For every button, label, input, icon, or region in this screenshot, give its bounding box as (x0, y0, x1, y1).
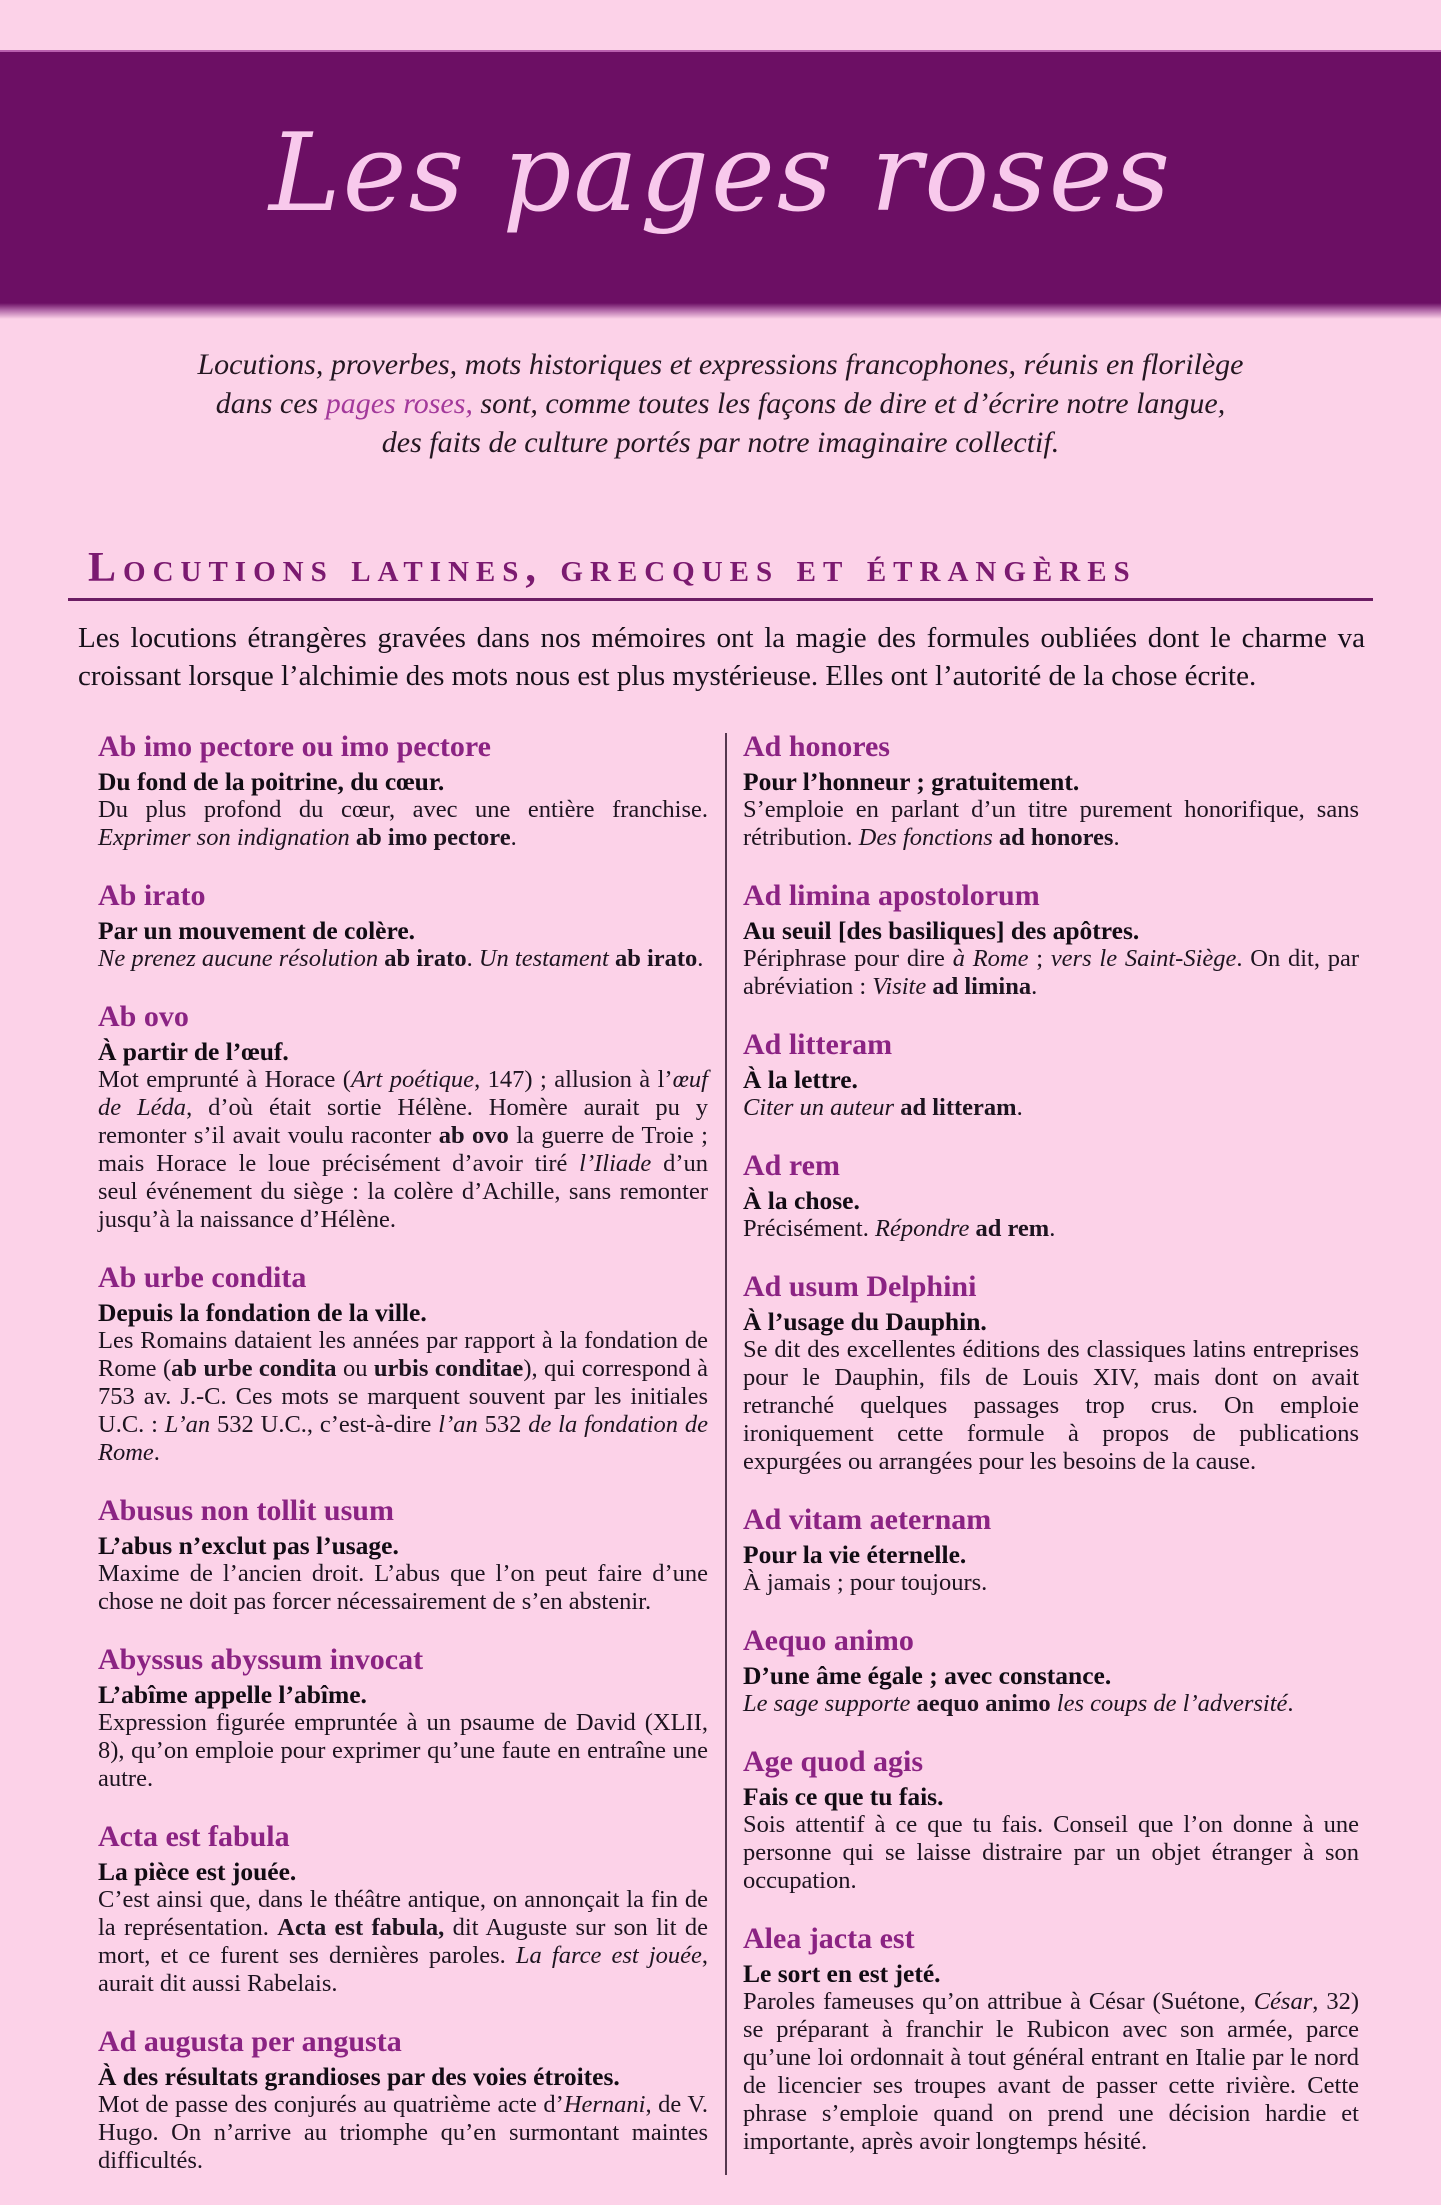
entry-body (98, 1886, 708, 1998)
text-run: de la fondation de Rome (98, 1411, 708, 1466)
entry (98, 1493, 708, 1616)
left-column (98, 729, 708, 2175)
text-run: œuf de Léda (98, 1066, 708, 1121)
text-run: Locutions, proverbes, mots historiques et expressions francophones, réunis en florilège (197, 348, 1244, 381)
text-run: . (1016, 1094, 1023, 1121)
text-run: vers le Saint-Siège (1050, 945, 1237, 972)
text-run: . On dit, par abréviation : (743, 945, 1360, 1000)
text-run: Se dit des excellentes éditions des classiques latins entreprises pour le Dauphin, fils de Louis XIV, mais dont on avait retranché quelques passages trop crus. On emploie ironiquement cette formule à propos de publications expurgées ou arrangées pour les besoins de la cause. (743, 1336, 1359, 1475)
text-run: l’Iliade (579, 1150, 652, 1177)
text-run: Hernani (563, 2091, 646, 2118)
text-run: . (1049, 1215, 1056, 1242)
text-run: 532 U.C., c’est-à-dire (210, 1411, 439, 1438)
text-run: Paroles fameuses qu’on attribue à César (Suétone, (743, 1988, 1254, 2015)
section-heading-rule (68, 598, 1373, 601)
entry-definition (98, 1531, 708, 1560)
text-run: César (1253, 1988, 1313, 2015)
entry-body (743, 1690, 1359, 1718)
entry-headword: Ab imo pectore ou imo pectore (98, 730, 491, 763)
intro-line (0, 345, 1441, 384)
entry (743, 878, 1359, 1001)
text-run: . (1287, 1690, 1294, 1717)
text-run: Expression figurée empruntée à un psaume de David (XLII, 8), qu’on emploie pour exprimer qu’une faute en entraîne une autre. (98, 1709, 708, 1792)
header-band-fade (0, 303, 1441, 319)
text-run: dans ces (215, 387, 326, 420)
text-run: ), qui correspond à 753 av. J.-C. Ces mots se marquent souvent par les initiales U.C. : (98, 1355, 708, 1438)
entry-body (743, 1336, 1359, 1476)
entry-body (98, 1327, 708, 1467)
text-run: Pour la vie éternelle. (743, 1540, 967, 1569)
entry-body (743, 945, 1359, 1001)
text-run: , 32) se préparant à franchir le Rubicon avec son armée, parce qu’une loi ordonnait à tout général entrant en Italie par le nord de licencier ses troupes avant de passer cette rivière. Cette phrase s’emploie quand on prend une décision hardie et importante, après avoir longtemps hésité. (743, 1988, 1359, 2155)
entry-headword: Abyssus abyssum invocat (98, 1643, 424, 1676)
text-run: la guerre de Troie ; mais Horace le loue précisément d’avoir tiré (98, 1122, 708, 1177)
entry-headword: Ad augusta per angusta (98, 2025, 402, 2058)
text-run: Citer un auteur (743, 1094, 895, 1121)
entry-headword: Acta est fabula (98, 1820, 290, 1853)
entry-definition (743, 1959, 1359, 1988)
text-run: Depuis la fondation de la ville. (98, 1298, 427, 1327)
entry (743, 1921, 1359, 2156)
text-run: ad rem (975, 1215, 1050, 1242)
text-run: dit Auguste sur son lit de mort, et ce furent ses dernières paroles. (98, 1914, 709, 1969)
entry-headword: Aequo animo (743, 1624, 914, 1657)
entry (743, 1502, 1359, 1597)
entry-definition (743, 1661, 1359, 1690)
text-run: . (697, 945, 704, 972)
text-run: Mot emprunté à Horace ( (98, 1066, 351, 1093)
text-run: . (1113, 824, 1120, 851)
text-run: ad honores (998, 824, 1114, 851)
entry-definition (743, 916, 1359, 945)
entry-definition (98, 1680, 708, 1709)
entry-definition (743, 767, 1359, 796)
text-run: ab irato (614, 945, 698, 972)
intro-line (0, 423, 1441, 462)
entry-definition (743, 1186, 1359, 1215)
entry (743, 1269, 1359, 1476)
text-run: , de V. Hugo. On n’arrive au triomphe qu’en surmontant maintes difficultés. (98, 2091, 709, 2174)
entry-body (98, 945, 708, 973)
entry-definition (743, 1782, 1359, 1811)
entries-columns (0, 729, 1441, 2175)
entry (98, 1260, 708, 1467)
text-run: aequo animo (916, 1690, 1051, 1717)
text-run: Pour l’honneur ; gratuitement. (743, 767, 1080, 796)
section-heading: Locutions latines, grecques et étrangères (88, 545, 1137, 591)
text-run: À la chose. (743, 1186, 860, 1215)
entry-body (98, 796, 708, 852)
entry (743, 1744, 1359, 1895)
text-run: ad litteram (900, 1094, 1017, 1121)
entry-definition (743, 1065, 1359, 1094)
entry (98, 999, 708, 1234)
text-run: l’an (438, 1411, 478, 1438)
text-run: Exprimer son indignation (98, 824, 350, 851)
section-lead: Les locutions étrangères gravées dans nos mémoires ont la magie des formules oubliées dont le charme va croissant lorsque l’alchimie des mots nous est plus mystérieuse. Elles ont l’autorité de la chose écrite. (78, 622, 1365, 692)
text-run: L’abîme appelle l’abîme. (98, 1680, 367, 1709)
entry (98, 2024, 708, 2175)
text-run: Ne prenez aucune résolution (98, 945, 379, 972)
intro-line (0, 384, 1441, 423)
text-run: L’an (164, 1411, 211, 1438)
text-run: Au seuil (743, 916, 838, 945)
entry-definition (98, 767, 708, 796)
text-run: ab urbe condita (171, 1355, 337, 1382)
text-run: Le sort en est jeté. (743, 1959, 941, 1988)
entry-body (98, 2091, 708, 2175)
entry-definition (98, 916, 708, 945)
entry (98, 878, 708, 973)
column-divider (725, 733, 727, 2175)
entry-headword: Alea jacta est (743, 1922, 915, 1955)
entry-headword: Age quod agis (743, 1745, 924, 1778)
text-run: Visite (872, 973, 927, 1000)
entry-headword: Ad honores (743, 730, 890, 763)
entry-body (743, 1569, 1359, 1597)
entry (98, 1642, 708, 1793)
text-run: les coups de l’adversité (1056, 1690, 1288, 1717)
entry (743, 1027, 1359, 1122)
entry-body (98, 1709, 708, 1793)
text-run: La pièce est jouée. (98, 1857, 297, 1886)
text-run: L’abus n’exclut pas l’usage. (98, 1531, 399, 1560)
entry (98, 729, 708, 852)
entry (743, 1148, 1359, 1243)
text-run: Répondre (875, 1215, 970, 1242)
text-run: À jamais ; pour toujours. (743, 1569, 988, 1596)
text-run: Périphrase pour dire (743, 945, 953, 972)
entry-headword: Ad usum Delphini (743, 1270, 977, 1303)
text-run: À la lettre. (743, 1065, 858, 1094)
entry-definition (98, 2062, 708, 2091)
text-run: . (510, 824, 517, 851)
entry-body (743, 796, 1359, 852)
text-run: [des basiliques] (837, 916, 1011, 945)
text-run: des apôtres. (1010, 916, 1140, 945)
text-run: Acta est fabula, (277, 1914, 445, 1941)
entry-headword: Ad limina apostolorum (743, 879, 1040, 912)
text-run: ab ovo (438, 1122, 509, 1149)
text-run: à Rome (952, 945, 1029, 972)
header-band (0, 50, 1441, 303)
text-run: Précisément. (743, 1215, 875, 1242)
text-run: Mot de passe des conjurés au quatrième acte d’ (98, 2091, 564, 2118)
text-run: Art poétique (350, 1066, 475, 1093)
text-run: , 147) ; allusion à l’ (474, 1066, 673, 1093)
text-run: . (153, 1439, 160, 1466)
text-run: D’une âme égale ; avec constance. (743, 1661, 1112, 1690)
text-run: Un testament (478, 945, 609, 972)
entry (743, 729, 1359, 852)
entry-body (743, 1988, 1359, 2156)
text-run: , d’où était sortie Hélène. Homère aurait pu y remonter s’il avait voulu raconter (98, 1094, 709, 1149)
text-run: C’est ainsi que, dans le théâtre antique, on annonçait la fin de la représentation. (98, 1886, 708, 1941)
entry-headword: Ad litteram (743, 1028, 893, 1061)
text-run: S’emploie en parlant d’un titre purement honorifique, sans rétribution. (743, 796, 1359, 851)
top-pink-strip (0, 0, 1441, 50)
text-run: Des fonctions (858, 824, 993, 851)
text-run: ; (1028, 945, 1051, 972)
text-run: des faits de culture portés par notre imaginaire collectif. (381, 426, 1060, 459)
text-run: , aurait dit aussi Rabelais. (98, 1942, 709, 1997)
entry-headword: Ab urbe condita (98, 1261, 307, 1294)
text-run: pages roses, (325, 387, 473, 420)
text-run: . (466, 945, 479, 972)
text-run: ad limina (932, 973, 1032, 1000)
text-run: Sois attentif à ce que tu fais. Conseil que l’on donne à une personne qui se laisse distraire par un objet étranger à son occupation. (743, 1811, 1359, 1894)
text-run: sont, comme toutes les façons de dire et d’écrire notre langue, (472, 387, 1226, 420)
entry-headword: Ad rem (743, 1149, 840, 1182)
right-column (743, 729, 1359, 2175)
entry-body (743, 1094, 1359, 1122)
entry-headword: Ab irato (98, 879, 206, 912)
text-run: Du fond de la poitrine, du cœur. (98, 767, 445, 796)
text-run: Maxime de l’ancien droit. L’abus que l’on peut faire d’une chose ne doit pas forcer nécessairement de s’en abstenir. (98, 1560, 708, 1615)
text-run: À l’usage du Dauphin. (743, 1307, 987, 1336)
text-run: d’un seul événement du siège : la colère d’Achille, sans remonter jusqu’à la naissance d’Hélène. (98, 1150, 708, 1233)
intro-text (0, 345, 1441, 462)
entry-definition (743, 1540, 1359, 1569)
entry (98, 1819, 708, 1998)
entry-headword: Ad vitam aeternam (743, 1503, 992, 1536)
text-run: Les Romains dataient les années par rapport à la fondation de Rome ( (98, 1327, 708, 1382)
entry-body (743, 1811, 1359, 1895)
text-run: Le sage supporte (743, 1690, 911, 1717)
page-title: Les pages roses (268, 111, 1173, 236)
entry-body (98, 1066, 708, 1234)
entry-definition (98, 1037, 708, 1066)
text-run: La farce est jouée (515, 1942, 702, 1969)
entry-definition (743, 1307, 1359, 1336)
text-run: À des résultats grandioses par des voies étroites. (98, 2062, 620, 2091)
entry-headword: Ab ovo (98, 1000, 189, 1033)
text-run: Fais ce que tu fais. (743, 1782, 944, 1811)
text-run: Du plus profond du cœur, avec une entière franchise. (98, 796, 708, 823)
text-run: ab imo pectore (355, 824, 511, 851)
text-run: . (1031, 973, 1038, 1000)
text-run: 532 (477, 1411, 529, 1438)
entry (743, 1623, 1359, 1718)
entry-headword: Abusus non tollit usum (98, 1494, 394, 1527)
text-run: À partir de l’œuf. (98, 1037, 289, 1066)
text-run: ou (336, 1355, 374, 1382)
entry-body (98, 1560, 708, 1616)
text-run: Par un mouvement de colère. (98, 916, 416, 945)
entry-definition (98, 1857, 708, 1886)
text-run: urbis conditae (373, 1355, 524, 1382)
entry-body (743, 1215, 1359, 1243)
entry-definition (98, 1298, 708, 1327)
text-run: ab irato (384, 945, 467, 972)
